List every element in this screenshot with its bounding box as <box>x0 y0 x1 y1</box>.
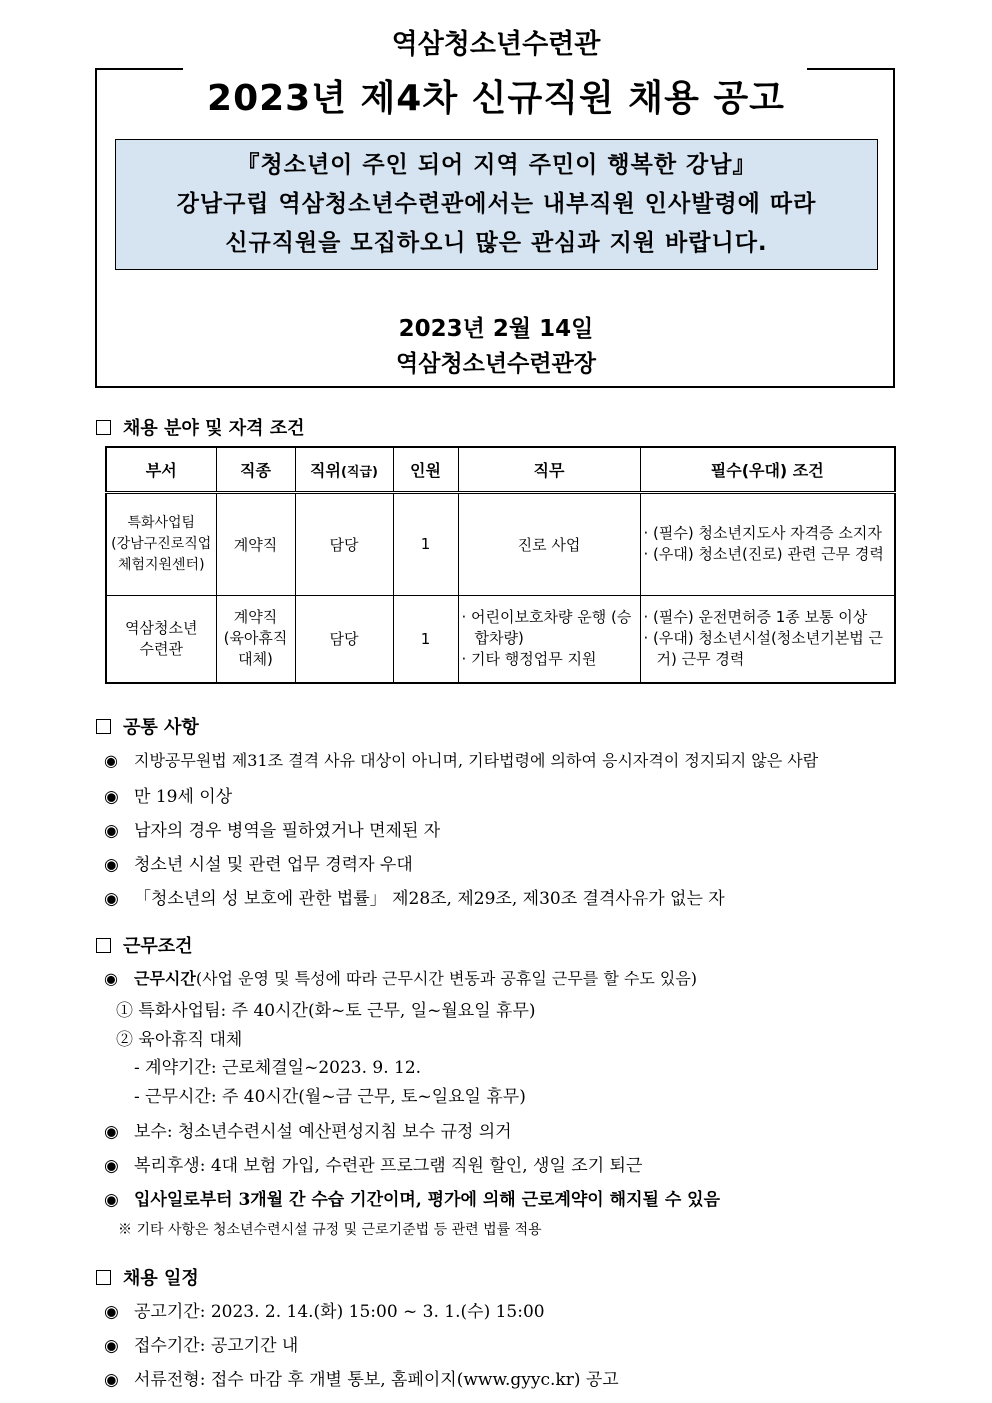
work-hours: ◉ 근무시간(사업 운영 및 특성에 따라 근무시간 변동과 공휴일 근무를 할 수도 있음) <box>104 969 698 988</box>
org-title: 역삼청소년수련관 <box>391 29 601 60</box>
condition-cell: · (필수) 청소년지도사 자격증 소지자 · (우대) 청소년(진로) 관련 근무 경력 <box>640 492 895 595</box>
bullet-icon: ◉ <box>104 1370 119 1390</box>
col-header: 부서 <box>106 447 216 492</box>
bullet-icon: ◉ <box>104 787 119 807</box>
slogan-line: 신규직원을 모집하오니 많은 관심과 지원 바랍니다. <box>225 230 768 256</box>
recruit-table <box>105 446 896 684</box>
slogan-line: 『청소년이 주인 되어 지역 주민이 행복한 강남』 <box>236 152 757 178</box>
checkbox-icon <box>96 719 111 734</box>
list-item: ◉ 서류전형: 접수 마감 후 개별 통보, 홈페이지(www.gyyc.kr) 공고 <box>104 1370 619 1390</box>
bullet-icon: ◉ <box>104 1122 119 1142</box>
bullet-icon: ◉ <box>104 821 119 841</box>
bullet-icon: ◉ <box>104 969 118 988</box>
bullet-icon: ◉ <box>104 751 118 770</box>
list-item: ◉ 접수기간: 공고기간 내 <box>104 1336 299 1356</box>
list-item: ◉ 청소년 시설 및 관련 업무 경력자 우대 <box>104 855 413 875</box>
section-common-heading: 공통 사항 <box>96 713 199 739</box>
announce-date: 2023년 2월 14일 <box>398 316 594 342</box>
condition-cell: · (필수) 운전면허증 1종 보통 이상 · (우대) 청소년시설(청소년기본법 근거) 근무 경력 <box>640 595 895 683</box>
col-header: 직무 <box>458 447 640 492</box>
table-row <box>106 492 895 595</box>
page-title: 2023년 제4차 신규직원 채용 공고 <box>207 78 785 119</box>
duty-cell: 진로 사업 <box>458 492 640 595</box>
list-item: ◉ 복리후생: 4대 보험 가입, 수련관 프로그램 직원 할인, 생일 조기 퇴근 <box>104 1156 643 1176</box>
bullet-icon: ◉ <box>104 855 119 875</box>
col-header: 직위(직급) <box>295 447 393 492</box>
bullet-icon: ◉ <box>104 1190 119 1210</box>
checkbox-icon <box>96 420 111 435</box>
table-header-row <box>106 447 895 492</box>
table-row <box>106 595 895 683</box>
work-sub-item: ② 육아휴직 대체 <box>116 1030 243 1050</box>
col-header: 필수(우대) 조건 <box>640 447 895 492</box>
list-item: ◉ 만 19세 이상 <box>104 787 233 807</box>
bullet-icon: ◉ <box>104 1302 119 1322</box>
work-sub-item: - 계약기간: 근로체결일~2023. 9. 12. <box>134 1058 422 1078</box>
section-work-heading: 근무조건 <box>96 932 193 958</box>
col-header: 인원 <box>393 447 458 492</box>
list-item: ◉ 지방공무원법 제31조 결격 사유 대상이 아니며, 기타법령에 의하여 응시자격이 정지되지 않은 사람 <box>104 751 819 770</box>
list-item: ◉ 입사일로부터 3개월 간 수습 기간이며, 평가에 의해 근로계약이 해지될 수 있음 <box>104 1190 721 1210</box>
list-item: ◉ 공고기간: 2023. 2. 14.(화) 15:00 ~ 3. 1.(수) 15:00 <box>104 1302 545 1322</box>
dept-cell: 역삼청소년 수련관 <box>106 595 216 683</box>
position-cell: 담당 <box>295 492 393 595</box>
list-item: ◉ 「청소년의 성 보호에 관한 법률」 제28조, 제29조, 제30조 결격사유가 없는 자 <box>104 889 725 909</box>
count-cell: 1 <box>393 492 458 595</box>
bullet-icon: ◉ <box>104 1156 119 1176</box>
work-sub-item: ① 특화사업팀: 주 40시간(화~토 근무, 일~월요일 휴무) <box>116 1001 536 1021</box>
signer: 역삼청소년수련관장 <box>396 351 596 377</box>
note: ※ 기타 사항은 청소년수련시설 규정 및 근로기준법 등 관련 법률 적용 <box>118 1222 542 1238</box>
slogan-line: 강남구립 역삼청소년수련관에서는 내부직원 인사발령에 따라 <box>176 191 817 217</box>
section-schedule-heading: 채용 일정 <box>96 1264 199 1290</box>
slogan-box <box>115 139 878 270</box>
checkbox-icon <box>96 1270 111 1285</box>
list-item: ◉ 남자의 경우 병역을 필하였거나 면제된 자 <box>104 821 441 841</box>
bullet-icon: ◉ <box>104 1336 119 1356</box>
type-cell: 계약직 <box>216 492 295 595</box>
list-item: ◉ 보수: 청소년수련시설 예산편성지침 보수 규정 의거 <box>104 1122 512 1142</box>
position-cell: 담당 <box>295 595 393 683</box>
type-cell: 계약직 (육아휴직 대체) <box>216 595 295 683</box>
duty-cell: · 어린이보호차량 운행 (승합차량) · 기타 행정업무 지원 <box>458 595 640 683</box>
dept-cell: 특화사업팀 (강남구진로직업 체험지원센터) <box>106 492 216 595</box>
checkbox-icon <box>96 938 111 953</box>
col-header: 직종 <box>216 447 295 492</box>
bullet-icon: ◉ <box>104 889 119 909</box>
count-cell: 1 <box>393 595 458 683</box>
section-recruit-heading: 채용 분야 및 자격 조건 <box>96 414 305 440</box>
work-sub-item: - 근무시간: 주 40시간(월~금 근무, 토~일요일 휴무) <box>134 1087 526 1107</box>
